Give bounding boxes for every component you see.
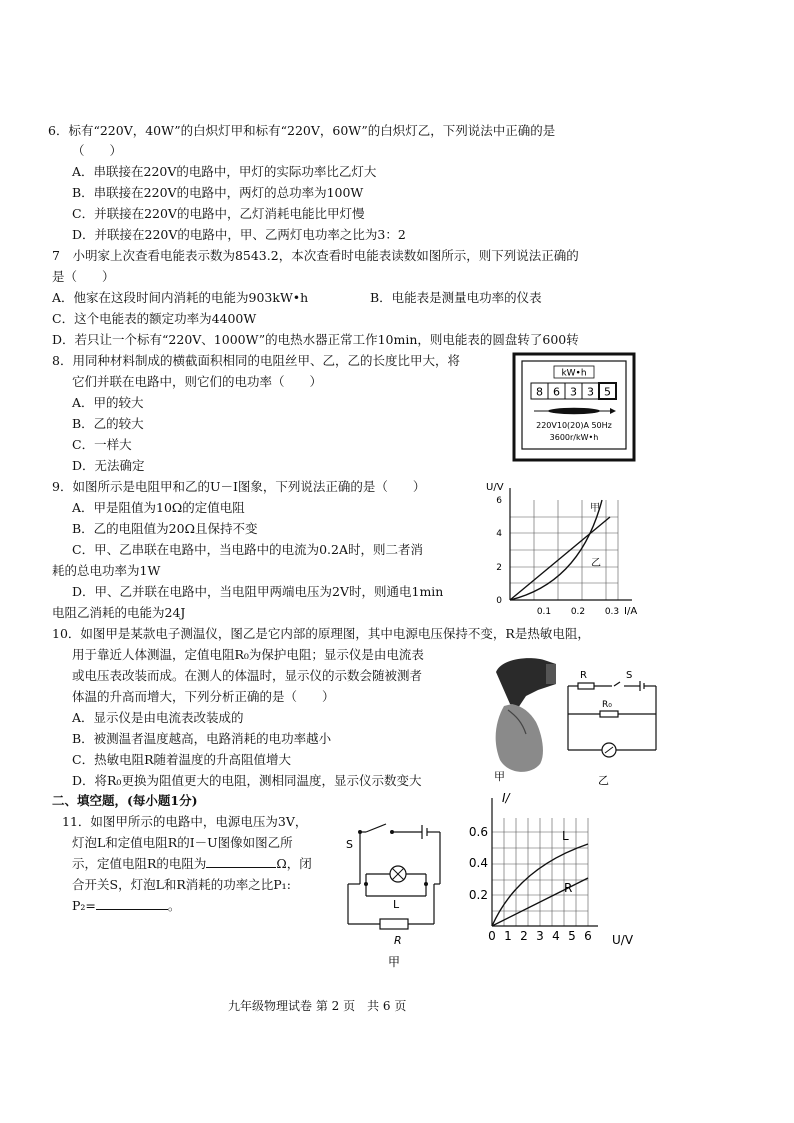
q11-line1: 11．如图甲所示的电路中，电源电压为3V， [62, 814, 308, 829]
q7-option-d: D．若只让一个标有“220V、1000W”的电热水器正常工作10min，则电能表的圆盘转了600转 [52, 332, 579, 347]
q6-option-a: A．串联接在220V的电路中，甲灯的实际功率比乙灯大 [72, 164, 377, 179]
electric-meter-figure [512, 352, 638, 464]
q7-option-b: B．电能表是测量电功率的仪表 [370, 290, 542, 305]
meter-unit: kW•h [561, 368, 587, 379]
q8-stem: 8．用同种材料制成的横截面积相同的电阻丝甲、乙，乙的长度比甲大，将 [52, 353, 460, 368]
q11-blank-power-ratio[interactable] [96, 897, 168, 910]
page-footer: 九年级物理试卷 第 2 页 共 6 页 [228, 999, 407, 1013]
meter-digit: 8 [536, 385, 543, 399]
hand-image [496, 704, 543, 772]
q11-iu-graph [462, 788, 642, 952]
q9-y-axis-label: U/V [486, 482, 504, 493]
q11-x-axis-label: U/V [612, 933, 634, 947]
q9-option-c-cont: 耗的总电功率为1W [52, 563, 161, 578]
q8-option-a: A．甲的较大 [72, 395, 144, 410]
q9-option-a: A．甲是阻值为10Ω的定值电阻 [72, 500, 245, 515]
q11-y-axis-label: I/ [502, 791, 510, 805]
q8-stem-cont: 它们并联在电路中，则它们的电功率（ ） [72, 374, 323, 389]
q8-option-d: D．无法确定 [72, 458, 145, 473]
q7-option-a: A．他家在这段时间内消耗的电能为903kW•h [52, 290, 309, 305]
q11-x-tick: 5 [568, 929, 576, 943]
q11-label-L: L [562, 829, 569, 843]
meter-digit: 6 [553, 385, 560, 399]
q11-x-tick: 1 [504, 929, 512, 943]
q6-stem: 6．标有“220V，40W”的白炽灯甲和标有“220V，60W”的白炽灯乙，下列说法中正确的是 [48, 123, 556, 138]
q6-option-c: C．并联接在220V的电路中，乙灯消耗电能比甲灯慢 [72, 206, 365, 221]
q11-line3-prefix: 示，定值电阻R的电阻为 [72, 856, 207, 871]
q10-option-a: A．显示仪是由电流表改装成的 [72, 710, 244, 725]
q11-x-tick: 6 [584, 929, 592, 943]
q9-x-tick: 0.2 [570, 607, 586, 617]
meter-digits [531, 383, 616, 399]
meter-digit: 3 [570, 385, 577, 399]
q9-label-yi: 乙 [591, 558, 601, 569]
q6-option-b: B．串联接在220V的电路中，两灯的总功率为100W [72, 185, 364, 200]
q10-stem: 10．如图甲是某款电子测温仪，图乙是它内部的原理图，其中电源电压保持不变，R是热敏电阻， [52, 626, 590, 641]
q10-stem-line4: 体温的升高而增大，下列分析正确的是（ ） [72, 689, 335, 704]
q11-circuit-diagram [336, 816, 452, 972]
q11-label-R: R [564, 881, 573, 895]
q7-stem: 7 小明家上次查看电能表示数为8543.2，本次查看时电能表读数如图所示，则下列说法正确的 [52, 248, 579, 263]
q9-y-tick: 4 [496, 529, 502, 539]
q11-x-tick: 2 [520, 929, 528, 943]
meter-spec-revolutions: 3600r/kW•h [549, 433, 599, 442]
section-title-fill-in: 二、填空题，(每小题1分) [52, 793, 198, 808]
label-switch-S: S [346, 838, 353, 851]
q10-option-d: D．将R₀更换为阻值更大的电阻，测相同温度，显示仪示数变大 [72, 773, 422, 788]
q11-y-tick: 0.4 [468, 856, 488, 870]
q9-x-tick: 0.1 [536, 607, 552, 617]
fig-jia-caption: 甲 [494, 770, 505, 782]
q10-stem-line2: 用于靠近人体测温，定值电阻R₀为保护电阻；显示仪是由电流表 [72, 647, 424, 662]
q11-line5-prefix: P₂= [72, 898, 96, 913]
q9-ui-graph [484, 478, 644, 620]
label-S: S [626, 670, 633, 681]
q8-option-b: B．乙的较大 [72, 416, 144, 431]
q7-stem-cont: 是（ ） [52, 269, 115, 284]
q9-stem: 9．如图所示是电阻甲和乙的U－I图象，下列说法正确的是（ ） [52, 479, 426, 494]
q11-x-tick: 0 [488, 929, 496, 943]
q9-label-jia: 甲 [590, 503, 600, 514]
q9-x-axis-label: I/A [624, 606, 638, 617]
q10-option-c: C．热敏电阻R随着温度的升高阻值增大 [72, 752, 291, 767]
meter-digit: 5 [604, 385, 611, 399]
q9-y-tick: 0 [496, 596, 502, 606]
meter-digit: 3 [587, 385, 594, 399]
q11-line4: 合开关S，灯泡L和R消耗的功率之比P₁: [72, 877, 291, 892]
fig-yi-caption: 乙 [598, 774, 609, 787]
q11-line3-suffix: Ω，闭 [276, 856, 312, 871]
q11-line5 [72, 897, 180, 914]
resistor-R [380, 919, 408, 929]
q11-line5-suffix: 。 [167, 898, 181, 913]
q9-option-d-cont: 电阻乙消耗的电能为24J [52, 605, 186, 620]
q11-blank-resistance[interactable] [206, 855, 276, 868]
q9-x-tick: 0.3 [604, 607, 620, 617]
q9-y-tick: 2 [496, 563, 502, 573]
q8-option-c: C．一样大 [72, 437, 132, 452]
meter-spec-voltage: 220V10(20)A 50Hz [536, 421, 612, 430]
q10-option-b: B．被测温者温度越高，电路消耗的电功率越小 [72, 731, 332, 746]
q10-circuit-diagram [560, 664, 664, 790]
q9-y-tick: 6 [496, 496, 502, 506]
label-R0: R₀ [602, 700, 612, 710]
thermistor-R [578, 683, 594, 689]
q9-option-d: D．甲、乙并联在电路中，当电阻甲两端电压为2V时，则通电1min [72, 584, 444, 599]
label-R: R [580, 670, 587, 681]
q11-x-tick: 3 [536, 929, 544, 943]
q10-stem-line3: 或电压表改装而成。在测人的体温时，显示仪的示数会随被测者 [72, 668, 423, 683]
q11-line2: 灯泡L和定值电阻R的I－U图像如图乙所 [72, 835, 293, 850]
thermometer-gun-figure [482, 650, 562, 782]
q11-y-tick: 0.2 [468, 888, 488, 902]
q7-option-c: C．这个电能表的额定功率为4400W [52, 311, 257, 326]
q9-option-c: C．甲、乙串联在电路中，当电路中的电流为0.2A时，则二者消 [72, 542, 423, 557]
q11-x-tick: 4 [552, 929, 560, 943]
label-resistor-R: R [394, 934, 402, 947]
q9-option-b: B．乙的电阻值为20Ω且保持不变 [72, 521, 258, 536]
q11-fig-jia-caption: 甲 [388, 955, 401, 969]
resistor-R0 [600, 711, 618, 717]
q6-option-d: D．并联接在220V的电路中，甲、乙两灯电功率之比为3：2 [72, 227, 406, 242]
label-bulb-L: L [393, 898, 400, 911]
q11-y-tick: 0.6 [468, 825, 488, 839]
q11-line3 [72, 855, 312, 872]
q6-answer-paren: （ ） [72, 143, 123, 158]
